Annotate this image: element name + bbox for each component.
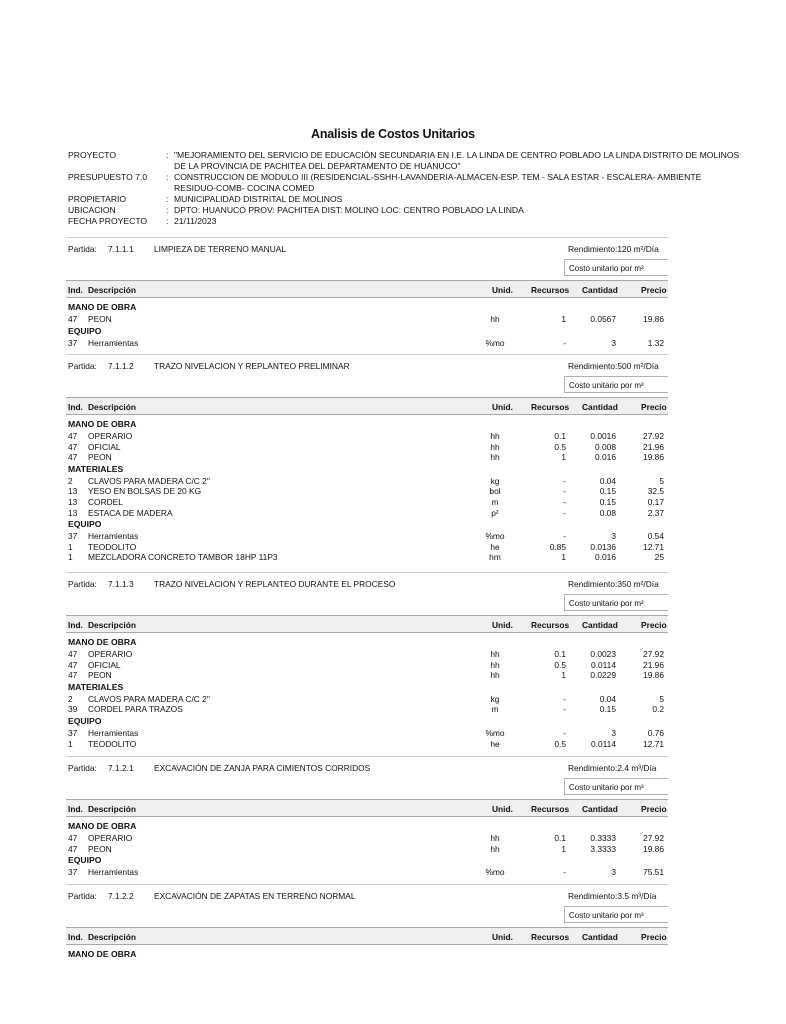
- col-ind: Ind.: [68, 804, 83, 814]
- cell-unid: hh: [490, 431, 500, 441]
- cell-descripcion: TEODOLITO: [88, 738, 137, 749]
- cell-descripcion: PEON: [88, 670, 112, 681]
- cell-descripcion: OPERARIO: [88, 649, 133, 659]
- col-unid: Unid.: [492, 620, 513, 630]
- cell-descripcion: OPERARIO: [88, 431, 133, 441]
- cell-precio: 27.92: [643, 431, 664, 441]
- cell-unid: he: [490, 541, 500, 552]
- cell-ind: 13: [68, 497, 78, 507]
- cell-precio: 32.5: [647, 486, 664, 497]
- presupuesto-label: PRESUPUESTO 7.0: [68, 172, 148, 182]
- cell-descripcion: PEON: [88, 843, 112, 854]
- cell-descripcion: Herramientas: [88, 337, 139, 348]
- propietario-value: MUNICIPALIDAD DISTRITAL DE MOLINOS: [174, 194, 343, 204]
- cell-cantidad: 0.0114: [591, 659, 616, 670]
- cell-precio: 12.71: [643, 541, 664, 552]
- table-row: [0, 660, 768, 671]
- partida-name: TRAZO NIVELACION Y REPLANTEO DURANTE EL PROCESO: [154, 579, 396, 589]
- cell-cantidad: 0.0136: [590, 541, 616, 552]
- cell-cantidad: 0.15: [599, 704, 616, 715]
- cell-unid: hh: [490, 833, 500, 843]
- cell-ind: 37: [68, 531, 78, 542]
- table-row: [0, 833, 768, 844]
- cell-precio: 19.86: [643, 452, 664, 463]
- cell-precio: 1.32: [647, 337, 664, 348]
- cell-precio: 19.86: [643, 843, 664, 854]
- project-header: [0, 147, 740, 227]
- col-unid: Unid.: [492, 285, 513, 295]
- cell-unid: hh: [490, 649, 500, 659]
- cell-recursos: 1: [561, 843, 566, 854]
- cell-ind: 37: [68, 867, 78, 878]
- cell-cantidad: 3.3333: [590, 843, 616, 854]
- col-recursos: Recursos: [531, 620, 570, 630]
- col-unid: Unid.: [492, 932, 513, 942]
- cell-unid: hh: [490, 670, 500, 681]
- cell-recursos: 0.5: [554, 441, 566, 452]
- fecha-label: FECHA PROYECTO: [68, 216, 148, 226]
- cell-precio: 0.54: [647, 531, 664, 542]
- category-heading: MANO DE OBRA: [68, 637, 137, 647]
- cell-unid: m: [491, 704, 499, 715]
- category-heading: EQUIPO: [68, 325, 102, 336]
- cell-ind: 1: [68, 552, 73, 563]
- cell-ind: 47: [68, 314, 78, 324]
- cell-cantidad: 0.08: [599, 507, 616, 518]
- cell-cantidad: 3: [611, 728, 616, 738]
- cell-ind: 13: [68, 507, 78, 518]
- col-precio: Precio: [641, 804, 667, 814]
- costo-unitario-box: Costo unitario por m³: [564, 778, 668, 795]
- table-header: [66, 280, 668, 298]
- cell-ind: 47: [68, 431, 78, 441]
- table-row: [0, 542, 768, 553]
- cell-unid: bol: [489, 486, 501, 497]
- cell-cantidad: 0.008: [595, 441, 616, 452]
- cell-cantidad: 0.15: [599, 497, 616, 507]
- partida-code: 7.1.2.1: [108, 763, 134, 773]
- cell-cantidad: 0.04: [599, 693, 616, 704]
- cell-unid: he: [490, 738, 500, 749]
- rendimiento: Rendimiento:500 m²/Día: [568, 361, 659, 371]
- table-row: [0, 552, 768, 563]
- table-header: [66, 927, 668, 945]
- cell-unid: hh: [490, 441, 500, 452]
- cell-ind: 2: [68, 693, 73, 704]
- table-row: [0, 704, 768, 715]
- col-precio: Precio: [641, 285, 667, 295]
- partida-name: EXCAVACIÓN DE ZANJA PARA CIMIENTOS CORRIDOS: [154, 763, 371, 773]
- partida-label: Partida:: [68, 763, 97, 773]
- cell-cantidad: 0.0016: [590, 431, 616, 441]
- category-heading: MANO DE OBRA: [68, 419, 137, 429]
- cell-cantidad: 0.0023: [590, 649, 616, 659]
- cell-cantidad: 0.0114: [591, 738, 616, 749]
- costo-unitario-box: Costo unitario por m²: [564, 376, 668, 393]
- cell-unid: %mo: [485, 867, 505, 878]
- costo-unitario-box: Costo unitario por m²: [564, 594, 668, 611]
- cell-descripcion: OFICIAL: [88, 659, 121, 670]
- cell-ind: 2: [68, 475, 73, 486]
- cell-recursos: 1: [561, 314, 566, 324]
- table-row: [0, 531, 768, 542]
- cell-precio: 12.71: [643, 738, 664, 749]
- table-row: [0, 867, 768, 878]
- cell-ind: 39: [68, 704, 78, 715]
- cell-unid: %mo: [485, 337, 505, 348]
- cell-unid: p²: [491, 507, 499, 518]
- cell-precio: 5: [659, 693, 664, 704]
- cell-precio: 27.92: [643, 833, 664, 843]
- cell-ind: 47: [68, 452, 78, 463]
- cell-cantidad: 3: [611, 531, 616, 542]
- partida-code: 7.1.1.2: [108, 361, 134, 371]
- presupuesto-line1: CONSTRUCCION DE MODULO III (RESIDENCIAL-SSHH-LAVANDERIA-ALMACEN-ESP. TEM - SALA ESTAR - ESCALERA- AMBIENTE: [174, 172, 702, 182]
- cell-unid: hh: [490, 452, 500, 463]
- partida-name: TRAZO NIVELACION Y REPLANTEO PRELIMINAR: [154, 361, 350, 371]
- cell-unid: hh: [490, 843, 500, 854]
- table-row: [0, 508, 768, 519]
- colon: :: [166, 216, 169, 226]
- cell-precio: 25: [654, 552, 664, 563]
- cell-precio: 19.86: [643, 670, 664, 681]
- col-recursos: Recursos: [531, 285, 570, 295]
- cell-unid: kg: [490, 475, 500, 486]
- table-row: [0, 486, 768, 497]
- cell-cantidad: 0.04: [599, 475, 616, 486]
- cell-descripcion: YESO EN BOLSAS DE 20 KG: [88, 486, 202, 497]
- partida-code: 7.1.1.3: [108, 579, 134, 589]
- category-heading: MANO DE OBRA: [68, 949, 137, 959]
- partida-name: LIMPIEZA DE TERRENO MANUAL: [154, 244, 287, 254]
- cell-unid: %mo: [485, 531, 505, 542]
- propietario-label: PROPIETARIO: [68, 194, 127, 204]
- cell-descripcion: Herramientas: [88, 531, 139, 542]
- col-precio: Precio: [641, 932, 667, 942]
- proyecto-label: PROYECTO: [68, 150, 117, 160]
- cell-descripcion: CORDEL: [88, 497, 123, 507]
- cell-cantidad: 0.016: [595, 452, 616, 463]
- table-row: [0, 431, 768, 442]
- table-row: [0, 476, 768, 487]
- cell-recursos: -: [563, 704, 566, 715]
- cell-ind: 47: [68, 659, 78, 670]
- cell-cantidad: 3: [611, 867, 616, 878]
- cell-recursos: 0.1: [554, 833, 566, 843]
- proyecto-line1: "MEJORAMIENTO DEL SERVICIO DE EDUCACIÓN SECUNDARIA EN I.E. LA LINDA DE CENTRO POBLADO LA LINDA DISTRITO DE MOLINOS: [174, 150, 740, 160]
- cell-unid: hh: [490, 314, 500, 324]
- cell-unid: %mo: [485, 728, 505, 738]
- category-heading: MANO DE OBRA: [68, 302, 137, 312]
- rendimiento: Rendimiento:350 m²/Día: [568, 579, 659, 589]
- col-unid: Unid.: [492, 402, 513, 412]
- category-heading: EQUIPO: [68, 519, 102, 530]
- table-header: [66, 615, 668, 633]
- partida-label: Partida:: [68, 579, 97, 589]
- costo-unitario-box: Costo unitario por m³: [564, 906, 668, 923]
- cell-recursos: -: [563, 486, 566, 497]
- cell-precio: 0.2: [652, 704, 664, 715]
- cell-descripcion: CORDEL PARA TRAZOS: [88, 704, 183, 715]
- col-ind: Ind.: [68, 620, 83, 630]
- cell-cantidad: 0.15: [599, 486, 616, 497]
- cell-precio: 2.37: [647, 507, 664, 518]
- table-row: [0, 452, 768, 463]
- colon: :: [166, 194, 169, 204]
- section-divider: [66, 237, 668, 238]
- table-header: [66, 799, 668, 817]
- partida-name: EXCAVACIÓN DE ZAPATAS EN TERRENO NORMAL: [154, 891, 356, 901]
- fecha-value: 21/11/2023: [174, 216, 217, 226]
- section-divider: [66, 354, 668, 355]
- col-ind: Ind.: [68, 932, 83, 942]
- cell-precio: 19.86: [643, 314, 664, 324]
- table-row: [0, 739, 768, 750]
- cell-ind: 47: [68, 441, 78, 452]
- col-recursos: Recursos: [531, 402, 570, 412]
- cell-descripcion: OPERARIO: [88, 833, 133, 843]
- ubicacion-label: UBICACION: [68, 205, 116, 215]
- category-heading: EQUIPO: [68, 716, 102, 726]
- col-cantidad: Cantidad: [582, 402, 618, 412]
- presupuesto-line2: RESIDUO-COMB- COCINA COMED: [174, 183, 315, 193]
- cell-recursos: -: [563, 337, 566, 348]
- cell-precio: 5: [659, 475, 664, 486]
- partida-label: Partida:: [68, 891, 97, 901]
- partida-label: Partida:: [68, 244, 97, 254]
- section-divider: [66, 572, 668, 573]
- col-descripcion: Descripción: [88, 402, 136, 412]
- ubicacion-value: DPTO: HUANUCO PROV: PACHITEA DIST: MOLINO LOC: CENTRO POBLADO LA LINDA: [174, 205, 524, 215]
- col-recursos: Recursos: [531, 932, 570, 942]
- cell-ind: 47: [68, 670, 78, 681]
- cell-descripcion: ESTACA DE MADERA: [88, 507, 173, 518]
- col-descripcion: Descripción: [88, 932, 136, 942]
- col-cantidad: Cantidad: [582, 804, 618, 814]
- category-heading: MANO DE OBRA: [68, 821, 137, 831]
- col-cantidad: Cantidad: [582, 932, 618, 942]
- colon: :: [166, 150, 169, 160]
- cell-precio: 0.76: [647, 728, 664, 738]
- cell-recursos: -: [563, 475, 566, 486]
- cell-ind: 47: [68, 833, 78, 843]
- rendimiento: Rendimiento:120 m²/Día: [568, 244, 659, 254]
- cell-ind: 1: [68, 738, 73, 749]
- table-row: [0, 694, 768, 705]
- table-row: [0, 497, 768, 508]
- cell-descripcion: MEZCLADORA CONCRETO TAMBOR 18HP 11P3: [88, 552, 278, 563]
- col-descripcion: Descripción: [88, 620, 136, 630]
- table-row: [0, 728, 768, 739]
- cell-descripcion: Herramientas: [88, 728, 139, 738]
- rendimiento: Rendimiento:2.4 m³/Día: [568, 763, 657, 773]
- cell-ind: 47: [68, 843, 78, 854]
- cell-cantidad: 0.016: [595, 552, 616, 563]
- section-divider: [66, 756, 668, 757]
- page-title: Analisis de Costos Unitarios: [311, 127, 475, 141]
- cell-precio: 21.96: [643, 659, 664, 670]
- cell-cantidad: 3: [611, 337, 616, 348]
- col-descripcion: Descripción: [88, 285, 136, 295]
- col-cantidad: Cantidad: [582, 620, 618, 630]
- cell-unid: kg: [490, 693, 500, 704]
- partida-label: Partida:: [68, 361, 97, 371]
- category-heading: EQUIPO: [68, 855, 102, 866]
- cell-descripcion: Herramientas: [88, 867, 139, 878]
- table-row: [0, 844, 768, 855]
- cell-recursos: -: [563, 693, 566, 704]
- cell-recursos: 0.5: [554, 738, 566, 749]
- cell-unid: hm: [489, 552, 501, 563]
- cell-unid: hh: [490, 659, 500, 670]
- cell-descripcion: PEON: [88, 452, 112, 463]
- cell-recursos: -: [563, 867, 566, 878]
- col-precio: Precio: [641, 620, 667, 630]
- cell-recursos: 0.85: [549, 541, 566, 552]
- colon: :: [166, 205, 169, 215]
- cell-descripcion: OFICIAL: [88, 441, 121, 452]
- cell-recursos: 1: [561, 452, 566, 463]
- partida-code: 7.1.1.1: [108, 244, 134, 254]
- table-header: [66, 397, 668, 415]
- cell-descripcion: TEODOLITO: [88, 541, 137, 552]
- cell-recursos: -: [563, 507, 566, 518]
- cell-recursos: 1: [561, 552, 566, 563]
- cell-recursos: -: [563, 497, 566, 507]
- cell-ind: 1: [68, 541, 73, 552]
- table-row: [0, 442, 768, 453]
- cell-precio: 27.92: [643, 649, 664, 659]
- proyecto-line2: DE LA PROVINCIA DE PACHITEA DEL DEPARTAMENTO DE HUÁNUCO": [174, 161, 461, 171]
- cell-recursos: 0.5: [554, 659, 566, 670]
- col-descripcion: Descripción: [88, 804, 136, 814]
- cell-descripcion: CLAVOS PARA MADERA C/C 2": [88, 693, 210, 704]
- cell-ind: 47: [68, 649, 78, 659]
- col-unid: Unid.: [492, 804, 513, 814]
- cell-recursos: -: [563, 728, 566, 738]
- table-row: [0, 314, 768, 325]
- category-heading: MATERIALES: [68, 681, 124, 692]
- category-heading: MATERIALES: [68, 463, 124, 474]
- rendimiento: Rendimiento:3.5 m³/Día: [568, 891, 657, 901]
- section-divider: [66, 884, 668, 885]
- table-row: [0, 649, 768, 660]
- col-precio: Precio: [641, 402, 667, 412]
- cell-cantidad: 0.0567: [590, 314, 616, 324]
- cell-recursos: 1: [561, 670, 566, 681]
- cell-cantidad: 0.3333: [590, 833, 616, 843]
- cell-descripcion: CLAVOS PARA MADERA C/C 2": [88, 475, 210, 486]
- col-cantidad: Cantidad: [582, 285, 618, 295]
- cell-ind: 13: [68, 486, 78, 497]
- cell-recursos: 0.1: [554, 649, 566, 659]
- cell-cantidad: 0.0229: [590, 670, 616, 681]
- table-row: [0, 670, 768, 681]
- cell-recursos: -: [563, 531, 566, 542]
- cell-recursos: 0.1: [554, 431, 566, 441]
- cell-precio: 21.96: [643, 441, 664, 452]
- cell-ind: 37: [68, 337, 78, 348]
- cell-unid: m: [491, 497, 499, 507]
- partida-code: 7.1.2.2: [108, 891, 134, 901]
- cell-precio: 0.17: [647, 497, 664, 507]
- table-row: [0, 338, 768, 349]
- col-ind: Ind.: [68, 402, 83, 412]
- col-ind: Ind.: [68, 285, 83, 295]
- cell-precio: 75.51: [643, 867, 664, 878]
- costo-unitario-box: Costo unitario por m²: [564, 259, 668, 276]
- cell-ind: 37: [68, 728, 78, 738]
- col-recursos: Recursos: [531, 804, 570, 814]
- colon: :: [166, 172, 169, 182]
- cell-descripcion: PEON: [88, 314, 112, 324]
